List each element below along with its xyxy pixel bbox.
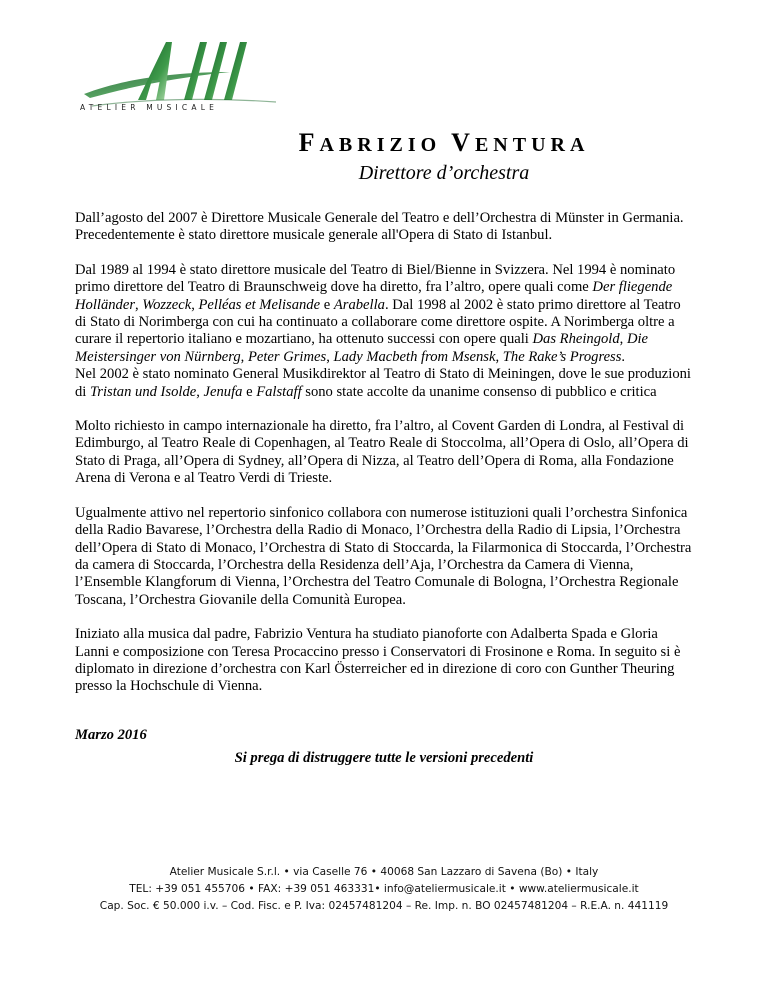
document-date: Marzo 2016 [75,727,147,743]
footer-contacts: TEL: +39 051 455706 • FAX: +39 051 463331• info@ateliermusicale.it • www.ateliermusicale.it [129,883,639,895]
paragraph-3: Nel 2002 è stato nominato General Musikdirektor al Teatro di Stato di Meiningen, dove le sue produzioni di Tristan und Isolde, Jenufa e Falstaff sono state accolte da unanime consenso di pubblico e critica [75,366,691,400]
company-footer [0,864,768,915]
paragraph-1: Dall’agosto del 2007 è Direttore Musicale Generale del Teatro e dell’Orchestra di Münster in Germania. Precedentemente è stato direttore musicale generale all'Opera di Stato di Istanbul. [75,210,684,244]
paragraph-2: Dal 1989 al 1994 è stato direttore musicale del Teatro di Biel/Bienne in Svizzera. Nel 1994 è nominato primo direttore del Teatro di Braunschweig dove ha diretto, fra l’altro, opere quali come Der fliegende Holländer, Wozzeck, Pelléas et Melisande e Arabella. Dal 1998 al 2002 è stato primo direttore al Teatro di Stato di Norimberga con cui ha continuato a collaborare come direttore ospite. A Norimberga oltre a curare il repertorio italiano e mozartiano, ha ottenuto successi con opere quali Das Rheingold, Die Meistersinger von Nürnberg, Peter Grimes, Lady Macbeth from Msensk, The Rake’s Progress. [75,261,681,365]
footer-address: Atelier Musicale S.r.l. • via Caselle 76 • 40068 San Lazzaro di Savena (Bo) • Italy [169,866,599,878]
paragraph-5: Ugualmente attivo nel repertorio sinfonico collabora con numerose istituzioni quali l’orchestra Sinfonica della Radio Bavarese, l’Orchestra della Radio di Monaco, l’Orchestra della Radio di Lipsia, l’Orchestra dell’Opera di Stato di Monaco, l’Orchestra di Stato di Stoccarda, la Filarmonica di Stoccarda, l’Orchestra da camera di Stoccarda, l’Orchestra della Residenza dell’Aja, l’Orchestra da Camera di Vienna, l’Ensemble Klangforum di Vienna, l’Orchestra del Teatro Comunale di Bologna, l’Orchestra Regionale Toscana, l’Orchestra Giovanile della Comunità Europea. [75,504,692,608]
logo-text: ATELIER MUSICALE [80,103,219,112]
header [0,128,768,185]
version-notice: Si prega di distruggere tutte le versioni precedenti [234,750,534,766]
paragraph-4: Molto richiesto in campo internazionale ha diretto, fra l’altro, al Covent Garden di Londra, al Festival di Edimburgo, al Teatro Reale di Copenhagen, al Teatro Reale di Stoccolma, all’Opera di Oslo, all’Opera di Stato di Praga, all’Opera di Sydney, all’Opera di Nizza, al Teatro dell’Opera di Roma, alla Fondazione Arena di Verona e al Teatro Verdi di Trieste. [75,418,689,487]
biography-body [75,210,695,713]
conductor-name: FABRIZIO VENTURA [298,128,590,157]
conductor-role: Direttore d’orchestra [358,162,530,184]
paragraph-6: Iniziato alla musica dal padre, Fabrizio Ventura ha studiato pianoforte con Adalberta Spada e Gloria Lanni e composizione con Teresa Procaccino presso i Conservatori di Frosinone e Roma. In seguito si è diplomato in direzione d’orchestra con Karl Österreicher ed in direzione di coro con Gunther Theuring presso la Hochschule di Vienna. [75,626,681,695]
footer-registry: Cap. Soc. € 50.000 i.v. – Cod. Fisc. e P. Iva: 02457481204 – Re. Imp. n. BO 02457481204 – R.E.A. n. 441119 [99,900,669,912]
